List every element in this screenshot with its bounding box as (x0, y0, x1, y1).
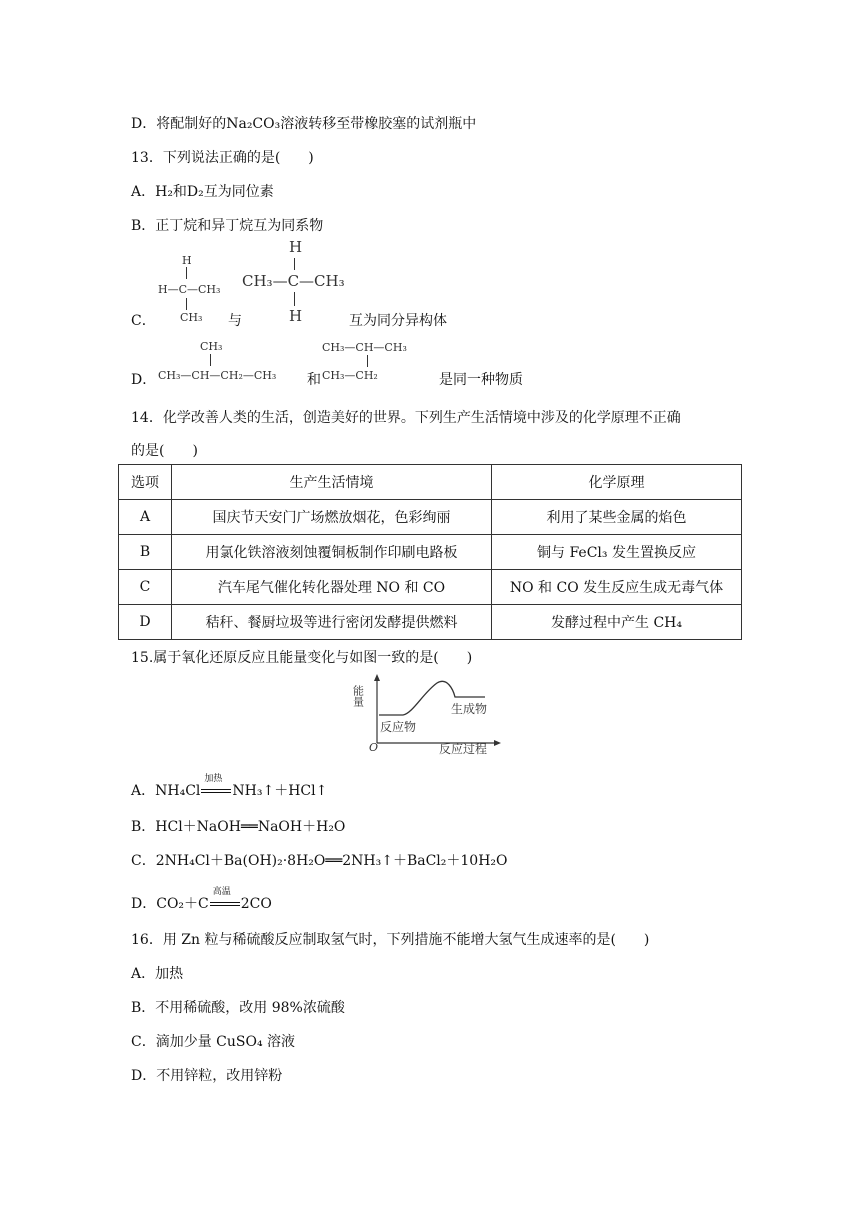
q13-d-mol1-bond (210, 354, 211, 366)
q13-c-mid: 与 (228, 313, 242, 329)
q13-d-mol2-row: CH₃—CH₂ (322, 369, 378, 382)
q13-option-d-prefix: D． (131, 372, 157, 388)
q14-stem-line2: 的是( ) (131, 443, 198, 459)
q15-option-b: B．HCl＋NaOH══NaOH＋H₂O (131, 819, 346, 835)
q14-table (118, 464, 742, 640)
q14-stem-line1: 14．化学改善人类的生活，创造美好的世界。下列生产生活情境中涉及的化学原理不正确 (131, 410, 681, 426)
q13-d-suffix: 是同一种物质 (439, 372, 523, 388)
equation-right: 2CO (240, 896, 272, 912)
q13-d-mid: 和 (307, 372, 321, 388)
q16-option-a: A．加热 (131, 966, 184, 982)
equation-left: CO₂＋C (156, 896, 209, 912)
q13-c-mol2-h-top: H (289, 238, 303, 256)
equals-sign (201, 789, 231, 793)
table-header-cell: 生产生活情境 (172, 465, 492, 500)
q13-c-mol1-h: H (182, 254, 192, 267)
table-row (119, 500, 742, 535)
table-cell: 利用了某些金属的焰色 (492, 500, 742, 535)
table-cell: 汽车尾气催化转化器处理 NO 和 CO (172, 570, 492, 605)
q15-option-a (131, 774, 328, 800)
y-axis-arrow-icon (374, 674, 380, 681)
q16-option-d: D．不用锌粒，改用锌粉 (131, 1068, 283, 1084)
q13-c-mol2-h-bottom: H (289, 307, 303, 325)
table-cell: NO 和 CO 发生反应生成无毒气体 (492, 570, 742, 605)
table-cell: D (119, 605, 172, 640)
table-cell: 国庆节天安门广场燃放烟花，色彩绚丽 (172, 500, 492, 535)
q13-c-mol1-bond-top (186, 267, 187, 279)
table-row (119, 605, 742, 640)
q12-option-d: D．将配制好的Na₂CO₃溶液转移至带橡胶塞的试剂瓶中 (131, 116, 477, 132)
reactant-label: 反应物 (380, 720, 417, 734)
q16-option-c: C．滴加少量 CuSO₄ 溶液 (131, 1034, 296, 1050)
table-header-cell: 选项 (119, 465, 172, 500)
table-cell: C (119, 570, 172, 605)
q13-c-mol2-bond-bottom (294, 292, 295, 306)
q13-c-mol1-bond-bottom (186, 298, 187, 310)
equals-sign (210, 902, 240, 906)
q13-c-mol1-row: H—C—CH₃ (158, 283, 221, 296)
q15-option-c: C．2NH₄Cl＋Ba(OH)₂·8H₂O══2NH₃↑＋BaCl₂＋10H₂O (131, 853, 508, 869)
origin-label: O (369, 741, 379, 754)
q15-stem: 15.属于氧化还原反应且能量变化与如图一致的是( ) (131, 650, 473, 666)
table-header-cell: 化学原理 (492, 465, 742, 500)
q13-option-b: B．正丁烷和异丁烷互为同系物 (131, 218, 324, 234)
q13-d-mol2-top: CH₃—CH—CH₃ (322, 341, 407, 354)
q13-d-mol1-top: CH₃ (200, 340, 223, 353)
equation-left: NH₄Cl (155, 783, 201, 799)
equation-right: NH₃↑＋HCl↑ (232, 783, 328, 799)
table-row (119, 535, 742, 570)
q13-option-c-prefix: C． (131, 313, 156, 329)
energy-diagram (351, 673, 505, 756)
product-label: 生成物 (451, 702, 488, 716)
table-cell: A (119, 500, 172, 535)
q13-c-mol2-row: CH₃—C—CH₃ (242, 272, 345, 290)
q15-option-d (131, 887, 272, 913)
q16-stem: 16．用 Zn 粒与稀硫酸反应制取氢气时，下列措施不能增大氢气生成速率的是( ) (131, 932, 650, 948)
option-prefix: D． (131, 896, 157, 912)
q13-c-mol1-ch3: CH₃ (180, 311, 203, 324)
table-cell: B (119, 535, 172, 570)
table-cell: 铜与 FeCl₃ 发生置换反应 (492, 535, 742, 570)
reaction-condition: 高温 (212, 887, 231, 897)
y-axis-label: 能量 (351, 685, 365, 707)
table-cell: 秸秆、餐厨垃圾等进行密闭发酵提供燃料 (172, 605, 492, 640)
q13-d-mol2-bond (367, 355, 368, 367)
option-prefix: A． (131, 783, 156, 799)
q13-c-suffix: 互为同分异构体 (349, 313, 447, 329)
x-axis-label: 反应过程 (439, 742, 488, 756)
x-axis-arrow-icon (494, 740, 501, 746)
q16-option-b: B．不用稀硫酸，改用 98%浓硫酸 (131, 1000, 345, 1016)
table-header-row (119, 465, 742, 500)
q13-c-mol2-bond-top (294, 258, 295, 270)
table-cell: 发酵过程中产生 CH₄ (492, 605, 742, 640)
q13-option-a: A．H₂和D₂互为同位素 (131, 184, 274, 200)
q13-d-mol1-row: CH₃—CH—CH₂—CH₃ (158, 369, 277, 382)
table-row (119, 570, 742, 605)
table-cell: 用氯化铁溶液刻蚀覆铜板制作印刷电路板 (172, 535, 492, 570)
reaction-condition: 加热 (204, 774, 223, 784)
q13-stem: 13．下列说法正确的是( ) (131, 150, 314, 166)
